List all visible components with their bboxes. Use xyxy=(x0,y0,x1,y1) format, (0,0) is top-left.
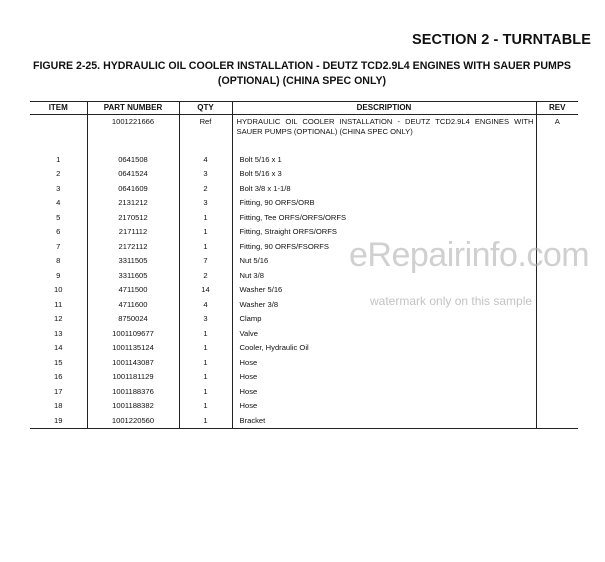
cell-item: 19 xyxy=(30,413,87,428)
cell-description: Hose xyxy=(232,355,536,370)
cell-part-number: 4711500 xyxy=(87,283,179,298)
table-row xyxy=(30,312,578,327)
cell-rev xyxy=(536,283,578,298)
cell-rev xyxy=(536,355,578,370)
cell-rev xyxy=(536,196,578,211)
column-header-qty: QTY xyxy=(179,102,232,115)
cell-description: Hose xyxy=(232,370,536,385)
table-row xyxy=(30,167,578,182)
cell-qty: 2 xyxy=(179,268,232,283)
cell-rev xyxy=(536,297,578,312)
cell-qty: 4 xyxy=(179,297,232,312)
cell-qty: 7 xyxy=(179,254,232,269)
cell-item: 16 xyxy=(54,372,63,382)
cell-description: Nut 3/8 xyxy=(232,268,536,283)
table-row xyxy=(30,355,578,370)
cell-qty: 3 xyxy=(179,196,232,211)
cell-rev xyxy=(536,210,578,225)
cell-part-number: 2170512 xyxy=(87,210,179,225)
watermark-logo: eRepairinfo.com xyxy=(349,236,590,274)
section-title: SECTION 2 - TURNTABLE xyxy=(411,32,591,48)
cell-item: 2 xyxy=(56,169,61,179)
cell-item: 13 xyxy=(54,328,63,338)
cell-description: Washer 3/8 xyxy=(232,297,536,312)
column-header-description: DESCRIPTION xyxy=(232,102,536,115)
cell-description: Fitting, 90 ORFS/ORB xyxy=(232,196,536,211)
table-row xyxy=(30,196,578,211)
cell-part-number: 1001221666 xyxy=(87,115,179,153)
cell-qty: 1 xyxy=(179,239,232,254)
table-row xyxy=(30,384,578,399)
cell-rev xyxy=(536,341,578,356)
cell-item: 9 xyxy=(56,270,61,280)
cell-rev: A xyxy=(536,115,578,153)
cell-description: Fitting, Straight ORFS/ORFS xyxy=(232,225,536,240)
cell-part-number: 2131212 xyxy=(87,196,179,211)
cell-rev xyxy=(536,399,578,414)
cell-item: 15 xyxy=(54,357,63,367)
cell-item: 12 xyxy=(54,314,63,324)
cell-qty: 1 xyxy=(179,413,232,428)
cell-description: Hose xyxy=(232,384,536,399)
figure-title: FIGURE 2-25. HYDRAULIC OIL COOLER INSTALLATION - DEUTZ TCD2.9L4 ENGINES WITH SAUER PUMPS (OPTIONAL) (CHINA SPEC ONLY) xyxy=(33,60,571,87)
cell-qty: 1 xyxy=(179,384,232,399)
cell-qty: 1 xyxy=(179,210,232,225)
cell-qty: 1 xyxy=(179,370,232,385)
cell-qty: 1 xyxy=(179,341,232,356)
cell-item xyxy=(30,115,87,153)
cell-qty: 2 xyxy=(179,181,232,196)
cell-item: 14 xyxy=(54,343,63,353)
watermark-note: watermark only on this sample xyxy=(370,294,533,308)
cell-description: Clamp xyxy=(232,312,536,327)
cell-item: 17 xyxy=(54,386,63,396)
column-header-part-number: PART NUMBER xyxy=(87,102,179,115)
cell-rev xyxy=(536,181,578,196)
cell-part-number: 1001188382 xyxy=(87,399,179,414)
cell-description: Nut 5/16 xyxy=(232,254,536,269)
cell-qty: 3 xyxy=(179,167,232,182)
table-row xyxy=(30,413,578,428)
cell-description: HYDRAULIC OIL COOLER INSTALLATION - DEUTZ TCD2.9L4 ENGINES WITH SAUER PUMPS (OPTIONAL) (CHINA SPEC ONLY) xyxy=(232,115,536,153)
cell-qty: 1 xyxy=(179,399,232,414)
cell-part-number: 1001181129 xyxy=(87,370,179,385)
cell-qty: 1 xyxy=(179,355,232,370)
cell-part-number: 3311605 xyxy=(87,268,179,283)
cell-description: Valve xyxy=(232,326,536,341)
cell-item: 7 xyxy=(56,241,61,251)
cell-qty: 1 xyxy=(179,225,232,240)
table-row xyxy=(30,326,578,341)
cell-part-number: 1001188376 xyxy=(87,384,179,399)
cell-qty: 4 xyxy=(179,152,232,167)
cell-rev xyxy=(536,312,578,327)
table-row xyxy=(30,115,578,153)
cell-item: 8 xyxy=(56,256,61,266)
cell-part-number: 1001143087 xyxy=(87,355,179,370)
cell-item: 6 xyxy=(56,227,61,237)
cell-rev xyxy=(536,370,578,385)
column-header-item: ITEM xyxy=(30,102,87,115)
cell-part-number: 0641508 xyxy=(87,152,179,167)
column-header-rev: REV xyxy=(536,102,578,115)
cell-item: 3 xyxy=(56,183,61,193)
cell-description: Fitting, Tee ORFS/ORFS/ORFS xyxy=(232,210,536,225)
cell-rev xyxy=(536,167,578,182)
cell-part-number: 4711600 xyxy=(87,297,179,312)
cell-description: Bolt 5/16 x 1 xyxy=(232,152,536,167)
table-row xyxy=(30,152,578,167)
cell-description: Bolt 5/16 x 3 xyxy=(232,167,536,182)
table-row xyxy=(30,181,578,196)
table-row xyxy=(30,399,578,414)
table-header-row xyxy=(30,102,578,115)
cell-rev xyxy=(536,152,578,167)
cell-item: 4 xyxy=(56,198,61,208)
cell-rev xyxy=(536,326,578,341)
cell-qty: 1 xyxy=(179,326,232,341)
cell-description: Hose xyxy=(232,399,536,414)
cell-rev xyxy=(536,413,578,428)
table-row xyxy=(30,341,578,356)
cell-part-number: 3311505 xyxy=(87,254,179,269)
cell-rev xyxy=(536,384,578,399)
cell-part-number: 0641609 xyxy=(87,181,179,196)
cell-part-number: 8750024 xyxy=(87,312,179,327)
cell-description: Bolt 3/8 x 1-1/8 xyxy=(232,181,536,196)
table-row xyxy=(30,370,578,385)
cell-description: Cooler, Hydraulic Oil xyxy=(232,341,536,356)
cell-item: 18 xyxy=(54,401,63,411)
cell-item: 5 xyxy=(56,212,61,222)
cell-part-number: 1001220560 xyxy=(87,413,179,428)
cell-description: Washer 5/16 xyxy=(232,283,536,298)
cell-description: Fitting, 90 ORFS/FSORFS xyxy=(232,239,536,254)
cell-item: 1 xyxy=(56,154,61,164)
cell-part-number: 0641524 xyxy=(87,167,179,182)
cell-qty: Ref xyxy=(179,115,232,153)
cell-qty: 14 xyxy=(179,283,232,298)
cell-description: Bracket xyxy=(232,413,536,428)
cell-part-number: 2171112 xyxy=(87,225,179,240)
cell-qty: 3 xyxy=(179,312,232,327)
cell-part-number: 1001109677 xyxy=(87,326,179,341)
cell-item: 10 xyxy=(54,285,63,295)
cell-part-number: 1001135124 xyxy=(87,341,179,356)
table-row xyxy=(30,210,578,225)
cell-item: 11 xyxy=(54,299,63,309)
cell-part-number: 2172112 xyxy=(87,239,179,254)
